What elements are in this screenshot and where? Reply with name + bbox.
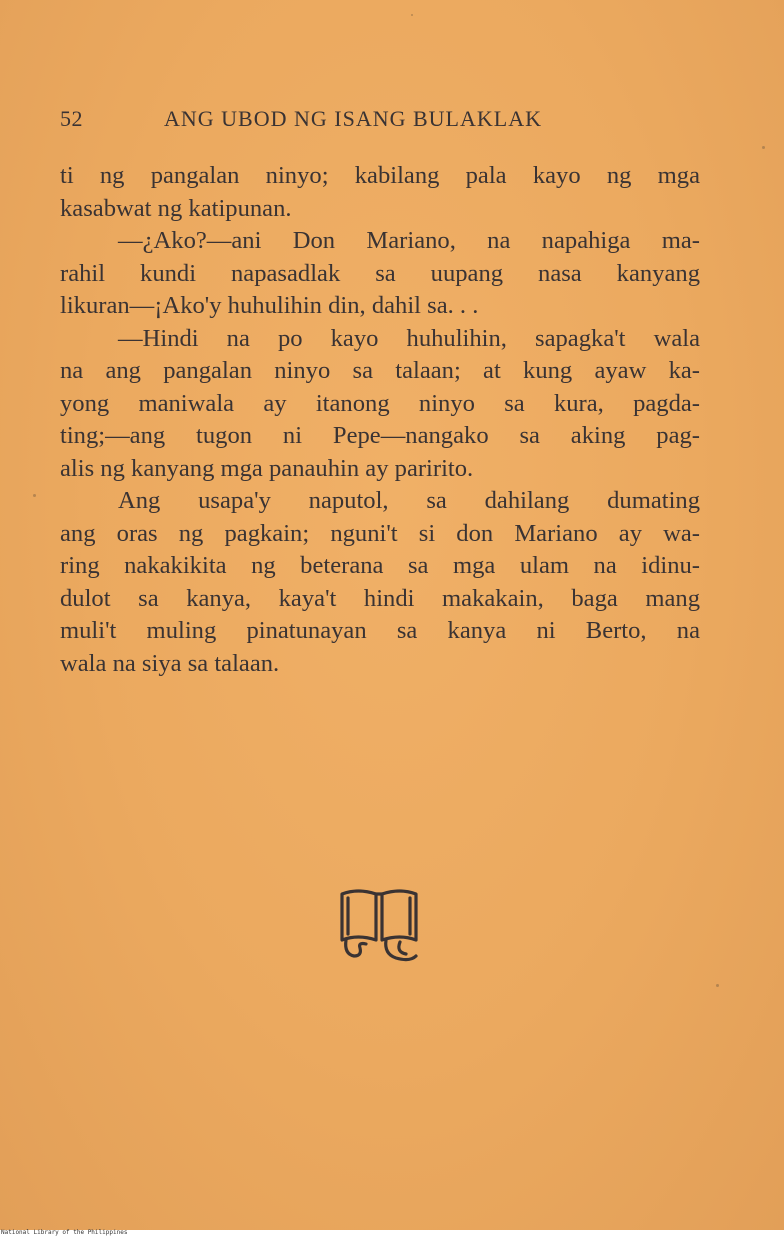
- open-book-icon: [336, 884, 422, 966]
- text-line: —Hindi na po kayo huhulihin, sapagka't wala: [118, 324, 700, 352]
- paper-speck: [762, 146, 765, 149]
- paper-speck: [411, 14, 413, 16]
- paragraph-2: [60, 225, 700, 323]
- text-line: wala na siya sa talaan.: [60, 649, 280, 677]
- text-line: dulot sa kanya, kaya't hindi makakain, baga mang: [60, 584, 700, 612]
- text-line: ang oras ng pagkain; nguni't si don Mariano ay wa-: [60, 519, 700, 547]
- running-title: ANG UBOD NG ISANG BULAKLAK: [164, 106, 542, 131]
- paper-speck: [716, 984, 719, 987]
- body-text: [60, 160, 700, 680]
- running-head: [60, 106, 700, 136]
- text-line: rahil kundi napasadlak sa uupang nasa kanyang: [60, 259, 700, 287]
- text-line: na ang pangalan ninyo sa talaan; at kung ayaw ka-: [60, 357, 700, 384]
- text-line: Ang usapa'y naputol, sa dahilang dumating: [118, 487, 700, 514]
- text-line: ting;—ang tugon ni Pepe—nangako sa aking pag-: [60, 422, 700, 449]
- text-line: ti ng pangalan ninyo; kabilang pala kayo ng mga: [60, 162, 700, 189]
- text-line: alis ng kanyang mga panauhin ay paririto.: [60, 454, 474, 482]
- paragraph-3: [60, 323, 700, 486]
- paragraph-4: [60, 485, 700, 680]
- text-line: ring nakakikita ng beterana sa mga ulam na idinu-: [60, 552, 700, 579]
- paper-speck: [33, 494, 36, 497]
- text-line: likuran—¡Ako'y huhulihin din, dahil sa. . .: [60, 292, 479, 319]
- library-credit: National Library of the Philippines: [1, 1229, 128, 1236]
- text-line: yong maniwala ay itanong ninyo sa kura, pagda-: [60, 389, 700, 417]
- text-line: muli't muling pinatunayan sa kanya ni Berto, na: [60, 617, 700, 644]
- text-line: —¿Ako?—ani Don Mariano, na napahiga ma-: [118, 227, 700, 254]
- text-line: kasabwat ng katipunan.: [60, 194, 292, 222]
- page-number: 52: [60, 106, 83, 131]
- paragraph-1: [60, 160, 700, 225]
